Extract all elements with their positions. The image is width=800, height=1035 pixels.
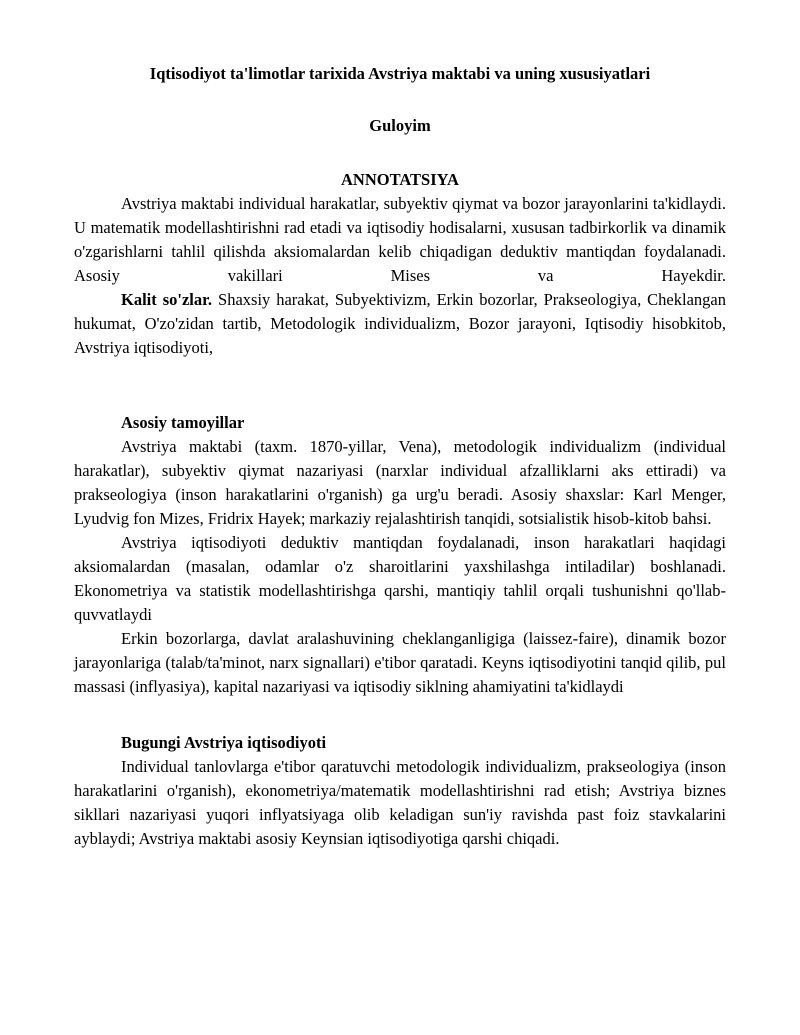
section-paragraph: Avstriya maktabi (taxm. 1870-yillar, Vena), metodologik individualizm (individual harakatlar), subyektiv qiymat nazariyasi (narxlar individual afzalliklarni aks ettiradi) va prakseologiya (inson harakatlarini o'rganish) ga urg'u beradi. Asosiy shaxslar: Karl Menger, Lyudvig fon Mizes, Fridrix Hayek; markaziy rejalashtirish tanqidi, sotsialistik hisob-kitob bahsi.: [74, 437, 726, 528]
section-paragraph: Erkin bozorlarga, davlat aralashuvining cheklanganligiga (laissez-faire), dinamik bozor jarayonlariga (talab/ta'minot, narx signallari) e'tibor qaratadi. Keyns iqtisodiyotini tanqid qilib, pul massasi (inflyasiya), kapital nazariyasi va iqtisodiy siklning ahamiyatini ta'kidlaydi: [74, 629, 726, 696]
annotation-text: Avstriya maktabi individual harakatlar, subyektiv qiymat va bozor jarayonlarini ta'kidlaydi. U matematik modellashtirishni rad etadi va iqtisodiy hodisalarni, xususan tadbirkorlik va dinamik o'zgarishlarni tahlil qilishda aksiomalardan kelib chiqadigan deduktiv mantiqdan foydalanadi. Asosiy vakillari Mises va Hayekdir.: [74, 194, 726, 285]
author-name: Guloyim: [369, 116, 431, 135]
section-heading-today: Bugungi Avstriya iqtisodiyoti: [121, 733, 327, 752]
section-heading-principles: Asosiy tamoyillar: [121, 413, 245, 432]
section-paragraph: Individual tanlovlarga e'tibor qaratuvchi metodologik individualizm, prakseologiya (inson harakatlarini o'rganish), ekonometriya/matematik modellashtirishni rad etish; Avstriya biznes sikllari nazariyasi yuqori inflyatsiyaga olib keladigan sun'iy ravishda past foiz stavkalarini ayblaydi; Avstriya maktabi asosiy Keynsian iqtisodiyotiga qarshi chiqadi.: [74, 757, 726, 848]
keywords-paragraph: [74, 288, 726, 360]
document-title: Iqtisodiyot ta'limotlar tarixida Avstriya maktabi va uning xususiyatlari: [149, 64, 651, 83]
keywords-text: Shaxsiy harakat, Subyektivizm, Erkin bozorlar, Prakseologiya, Cheklangan hukumat, O'zo'zidan tartib, Metodologik individualizm, Bozor jarayoni, Iqtisodiy hisobkitob, Avstriya iqtisodiyoti,: [74, 290, 726, 357]
keywords-label: Kalit so'zlar.: [121, 290, 213, 309]
document-page: [74, 62, 726, 851]
annotation-heading: ANNOTATSIYA: [341, 170, 459, 189]
section-paragraph: Avstriya iqtisodiyoti deduktiv mantiqdan foydalanadi, inson harakatlari haqidagi aksiomalardan (masalan, odamlar o'z sharoitlarini yaxshilashga intiladilar) boshlanadi. Ekonometriya va statistik modellashtirishga qarshi, mantiqiy tahlil orqali tushunishni qo'llab-quvvatlaydi: [74, 533, 726, 624]
